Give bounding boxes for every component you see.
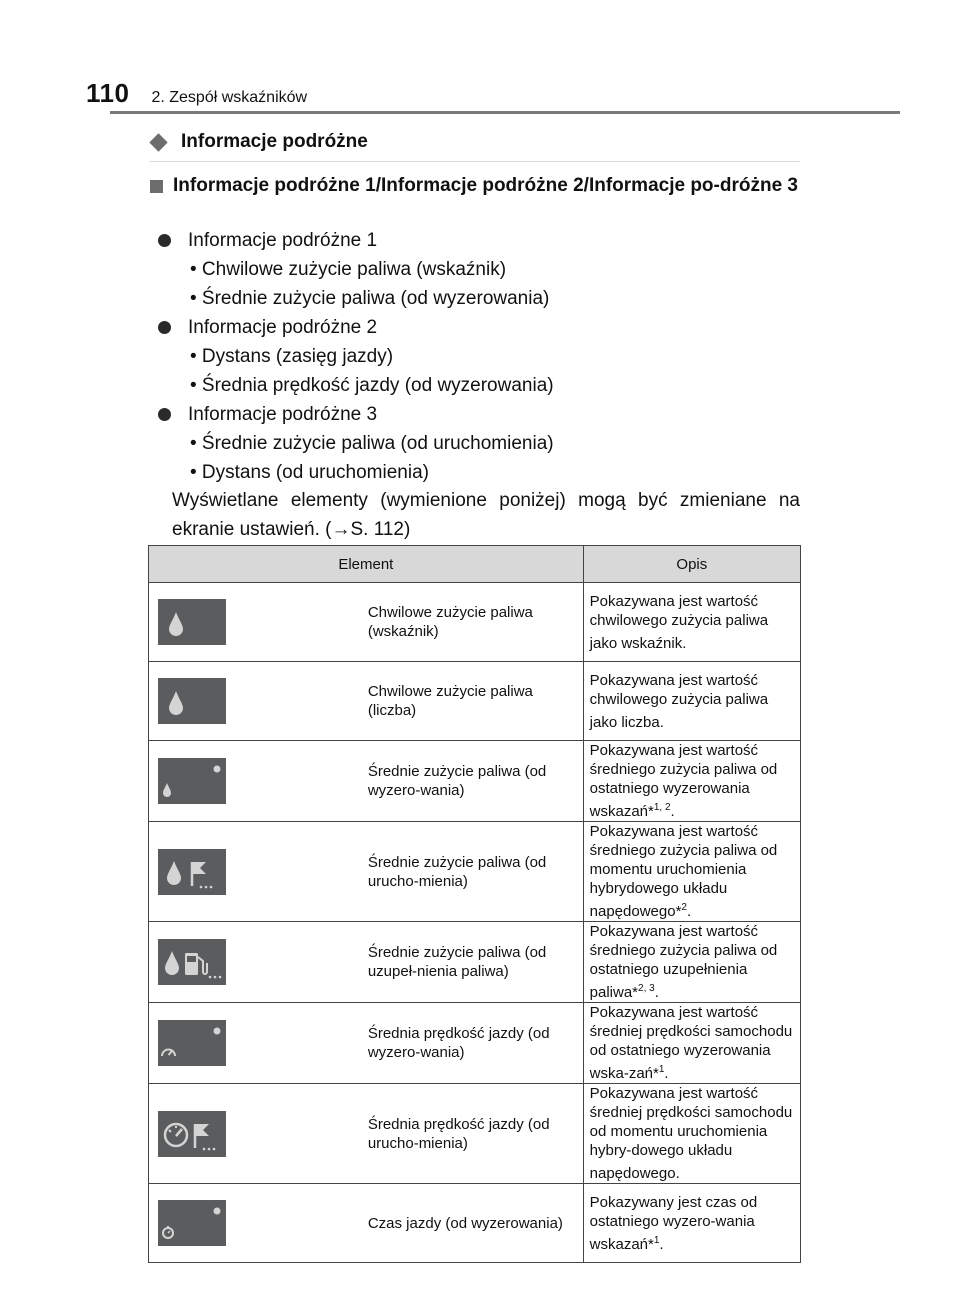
section-rule: [150, 161, 800, 162]
element-description: Pokazywany jest czas od ostatniego wyzero-wania wskazań*$^1$.: [583, 1184, 800, 1263]
table-row: [149, 1003, 801, 1084]
element-description: Pokazywana jest wartość średniej prędkości samochodu od ostatniego wyzerowania wska-zań*$^1$.: [583, 1003, 800, 1084]
fuel-drop-reset-icon: [158, 758, 226, 804]
list-item-label: Informacje podróżne 1: [188, 229, 378, 251]
element-name: Średnie zużycie paliwa (od wyzero-wania): [366, 741, 583, 822]
list-item: [154, 400, 804, 429]
speedometer-reset-icon: [158, 1020, 226, 1066]
element-name: Średnie zużycie paliwa (od uzupeł-nienia paliwa): [366, 922, 583, 1003]
element-name: Czas jazdy (od wyzerowania): [366, 1184, 583, 1263]
diamond-icon: [149, 133, 167, 151]
list-item-label: Informacje podróżne 3: [188, 403, 378, 425]
table-row: [149, 822, 801, 922]
chapter-title: 2. Zespół wskaźników: [151, 89, 308, 106]
fuel-pump-icon: [158, 939, 226, 985]
list-item: [154, 226, 804, 255]
section-title: [150, 131, 368, 153]
trip-info-list: [154, 226, 804, 487]
column-header-description: Opis: [583, 546, 800, 583]
page-reference-link[interactable]: S. 112): [350, 519, 411, 540]
table-row: [149, 922, 801, 1003]
list-item-label: Informacje podróżne 2: [188, 316, 378, 338]
note-text: Wyświetlane elementy (wymienione poniżej) mogą być zmieniane na ekranie ustawień. (: [172, 490, 800, 540]
element-description: Pokazywana jest wartość chwilowego zużycia paliwa jako liczba.: [583, 662, 800, 741]
subsection-title: [150, 172, 802, 199]
element-description: Pokazywana jest wartość średniego zużycia paliwa od momentu uruchomienia hybrydowego układu napędowego*$^2$.: [583, 822, 800, 922]
list-subitem: • Średnie zużycie paliwa (od uruchomienia): [190, 433, 554, 454]
header-rule: [110, 111, 900, 114]
bullet-dot-icon: [158, 408, 171, 421]
list-subitem: • Średnia prędkość jazdy (od wyzerowania): [190, 375, 554, 396]
section-title-text: Informacje podróżne: [181, 131, 368, 152]
element-name: Średnia prędkość jazdy (od wyzero-wania): [366, 1003, 583, 1084]
bullet-dot-icon: [158, 321, 171, 334]
page-header: [86, 78, 307, 109]
arrow-icon: →: [331, 519, 351, 540]
stopwatch-reset-icon: [158, 1200, 226, 1246]
column-header-element: Element: [149, 546, 584, 583]
trip-info-table: [148, 545, 801, 1263]
list-subitem: • Dystans (od uruchomienia): [190, 462, 429, 483]
subsection-title-text: Informacje podróżne 1/Informacje podróżne 2/Informacje po-dróżne 3: [173, 175, 798, 196]
list-subitem: • Chwilowe zużycie paliwa (wskaźnik): [190, 259, 507, 280]
table-row: [149, 583, 801, 662]
table-row: [149, 741, 801, 822]
fuel-drop-gauge-icon: [158, 599, 226, 645]
element-description: Pokazywana jest wartość chwilowego zużycia paliwa jako wskaźnik.: [583, 583, 800, 662]
square-bullet-icon: [150, 180, 163, 193]
element-name: Chwilowe zużycie paliwa (liczba): [366, 662, 583, 741]
element-description: Pokazywana jest wartość średniej prędkości samochodu od momentu uruchomienia hybry-dowego układu napędowego.: [583, 1084, 800, 1184]
element-name: Chwilowe zużycie paliwa (wskaźnik): [366, 583, 583, 662]
page-number: 110: [86, 78, 130, 108]
settings-note: [172, 486, 800, 544]
table-row: [149, 1084, 801, 1184]
fuel-drop-number-icon: [158, 678, 226, 724]
list-item: [154, 313, 804, 342]
table-row: [149, 662, 801, 741]
list-subitem: • Średnie zużycie paliwa (od wyzerowania): [190, 288, 550, 309]
element-name: Średnia prędkość jazdy (od urucho-mienia): [366, 1084, 583, 1184]
element-description: Pokazywana jest wartość średniego zużycia paliwa od ostatniego wyzerowania wskazań*$^{1, 2}$.: [583, 741, 800, 822]
bullet-dot-icon: [158, 234, 171, 247]
element-description: Pokazywana jest wartość średniego zużycia paliwa od ostatniego uzupełnienia paliwa*$^{2, 3}$.: [583, 922, 800, 1003]
list-subitem: • Dystans (zasięg jazdy): [190, 346, 394, 367]
speedometer-flag-icon: [158, 1111, 226, 1157]
element-name: Średnie zużycie paliwa (od urucho-mienia): [366, 822, 583, 922]
fuel-drop-flag-icon: [158, 849, 226, 895]
table-row: [149, 1184, 801, 1263]
